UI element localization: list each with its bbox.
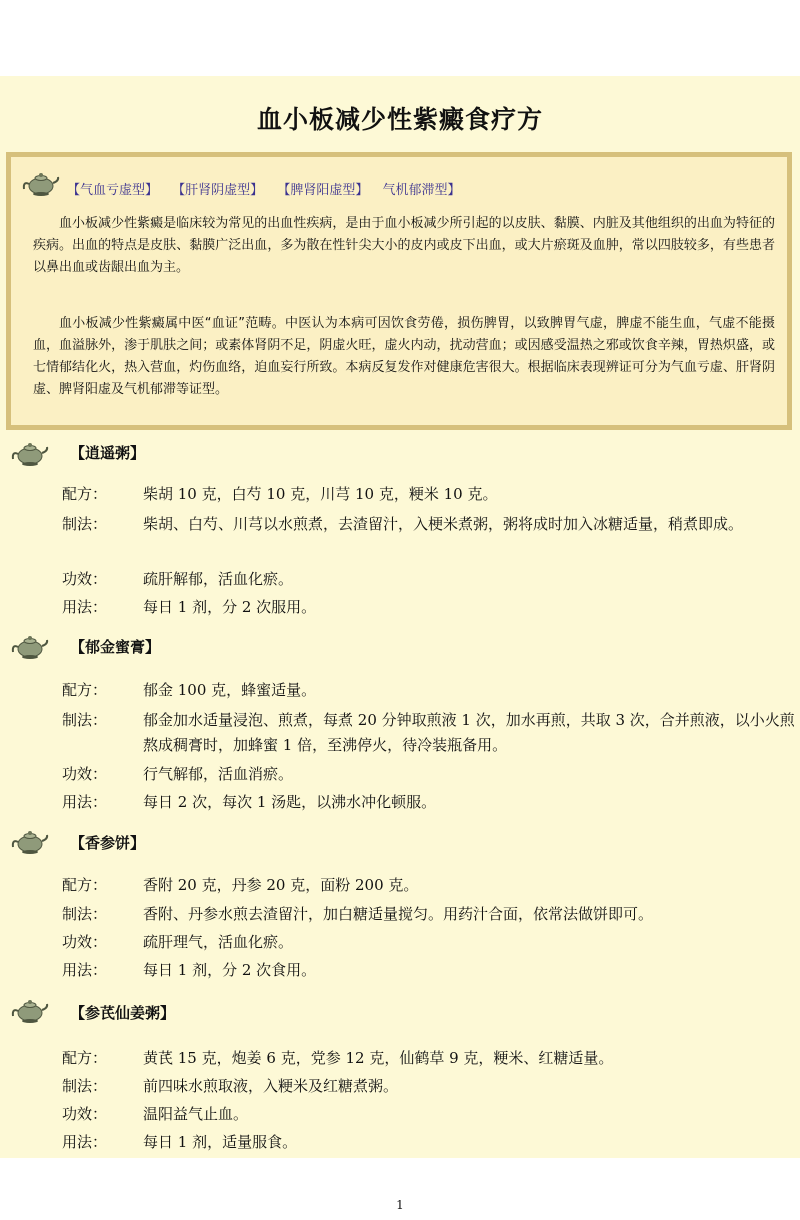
teapot-icon <box>10 827 50 855</box>
tab-spleen-kidney-yang-deficiency[interactable]: 【脾肾阳虚型】 <box>277 183 369 198</box>
row-value: 温阳益气止血。 <box>143 1105 249 1123</box>
row-label: 制法： <box>62 711 108 729</box>
page-number: 1 <box>396 1198 404 1212</box>
row-label: 制法： <box>62 1077 108 1095</box>
row-label: 功效： <box>62 1105 108 1123</box>
row-value: 香附、丹参水煎去渣留汁，加白糖适量搅匀。用药汁合面，依常法做饼即可。 <box>143 905 654 923</box>
intro-paragraph-1: 血小板减少性紫癜是临床较为常见的出血性疾病，是由于血小板减少所引起的以皮肤、黏膜、内脏及其他组织的出血为特征的疾病。出血的特点是皮肤、黏膜广泛出血，多为散在性针尖大小的皮内或皮下出血，或大片瘀斑及血肿，常以四肢较多，有些患者以鼻出血或齿龈出血为主。 <box>33 216 775 275</box>
teapot-icon <box>10 439 50 467</box>
row-value: 香附 20 克，丹参 20 克，面粉 200 克。 <box>143 876 419 894</box>
teapot-icon <box>10 632 50 660</box>
row-value: 柴胡、白芍、川芎以水煎煮，去渣留汁，入梗米煮粥，粥将成时加入冰糖适量，稍煮即成。 <box>143 515 744 533</box>
recipe-title: 【香参饼】 <box>70 834 146 852</box>
recipe-title: 【参芪仙姜粥】 <box>70 1004 176 1022</box>
row-label: 用法： <box>62 598 108 616</box>
teapot-icon <box>21 169 61 197</box>
tab-qi-blood-deficiency[interactable]: 【气血亏虚型】 <box>67 183 159 198</box>
row-label: 用法： <box>62 1133 108 1151</box>
row-label: 配方： <box>62 1049 108 1067</box>
page-background <box>0 76 800 1158</box>
recipe-title: 【逍遥粥】 <box>70 444 146 462</box>
row-label: 配方： <box>62 681 108 699</box>
intro-paragraph-2: 血小板减少性紫癜属中医“血证”范畴。中医认为本病可因饮食劳倦，损伤脾胃，以致脾胃气虚，脾虚不能生血，气虚不能摄血，血溢脉外，渗于肌肤之间；或素体肾阴不足，阴虚火旺，虚火内动，扰动营血；或因感受温热之邪或饮食辛辣，胃热炽盛，或七情郁结化火，热入营血，灼伤血络，迫血妄行所致。本病反复发作对健康危害很大。根据临床表现辨证可分为气血亏虚、肝肾阴虚、脾肾阳虚及气机郁滞等证型。 <box>33 316 775 397</box>
row-value: 每日 1 剂，分 2 次服用。 <box>143 598 317 616</box>
row-value: 郁金加水适量浸泡、煎煮，每煮 20 分钟取煎液 1 次，加水再煎，共取 3 次，合并煎液，以小火煎熬成稠膏时，加蜂蜜 1 倍，至沸停火，待冷装瓶备用。 <box>143 711 795 754</box>
row-label: 制法： <box>62 905 108 923</box>
row-label: 配方： <box>62 485 108 503</box>
row-label: 功效： <box>62 765 108 783</box>
row-label: 制法： <box>62 515 108 533</box>
row-label: 用法： <box>62 793 108 811</box>
type-tabs <box>67 179 470 198</box>
teapot-icon <box>10 996 50 1024</box>
row-value: 黄芪 15 克，炮姜 6 克，党参 12 克，仙鹤草 9 克，粳米、红糖适量。 <box>143 1049 614 1067</box>
tab-liver-kidney-yin-deficiency[interactable]: 【肝肾阴虚型】 <box>172 183 264 198</box>
page-title: 血小板减少性紫癜食疗方 <box>256 105 543 134</box>
tab-qi-stagnation[interactable]: 气机郁滞型】 <box>382 183 461 198</box>
row-label: 用法： <box>62 961 108 979</box>
row-value: 每日 1 剂，分 2 次食用。 <box>143 961 317 979</box>
intro-box <box>6 152 792 430</box>
row-value: 疏肝解郁，活血化瘀。 <box>143 570 294 588</box>
row-value: 每日 1 剂，适量服食。 <box>143 1133 298 1151</box>
row-label: 功效： <box>62 570 108 588</box>
row-value: 疏肝理气，活血化瘀。 <box>143 933 294 951</box>
row-label: 功效： <box>62 933 108 951</box>
row-value: 前四味水煎取液，入粳米及红糖煮粥。 <box>143 1077 399 1095</box>
row-value: 行气解郁，活血消瘀。 <box>143 765 294 783</box>
row-label: 配方： <box>62 876 108 894</box>
row-value: 柴胡 10 克，白芍 10 克，川芎 10 克，粳米 10 克。 <box>143 485 498 503</box>
row-value: 郁金 100 克，蜂蜜适量。 <box>143 681 317 699</box>
recipe-title: 【郁金蜜膏】 <box>70 638 161 656</box>
row-value: 每日 2 次，每次 1 汤匙，以沸水冲化顿服。 <box>143 793 437 811</box>
